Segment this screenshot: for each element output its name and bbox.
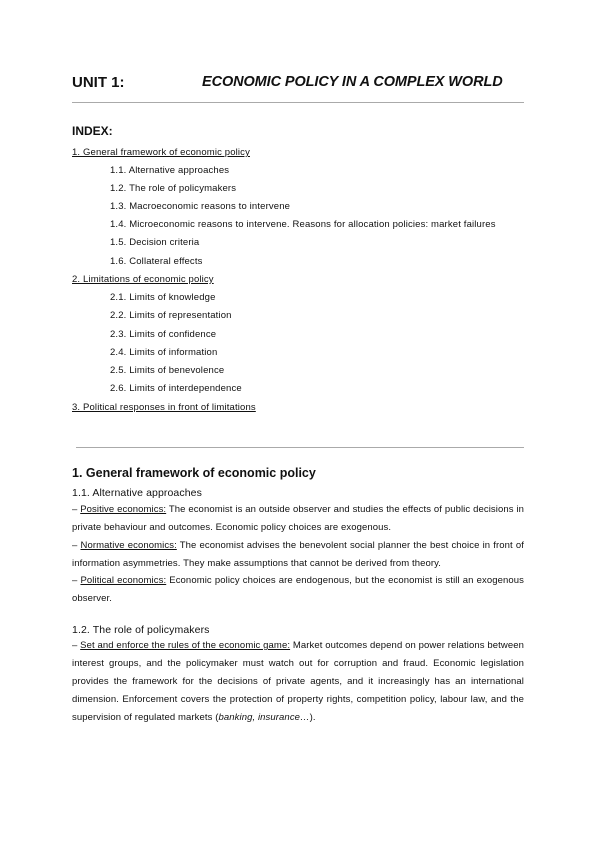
toc-entry-2: 2. Limitations of economic policy xyxy=(72,274,214,285)
text-regulated-markets-examples: banking, insurance… xyxy=(218,712,310,723)
toc-entry-2-5: 2.5. Limits of benevolence xyxy=(110,365,225,376)
unit-label: UNIT 1: xyxy=(72,74,125,91)
toc-entry-1-3: 1.3. Macroeconomic reasons to intervene xyxy=(110,201,291,212)
toc-entry-1-5: 1.5. Decision criteria xyxy=(110,237,200,248)
unit-title: ECONOMIC POLICY IN A COMPLEX WORLD xyxy=(202,74,503,90)
toc-entry-1-6: 1.6. Collateral effects xyxy=(110,256,203,267)
paragraph-rules-of-game xyxy=(72,637,524,727)
divider-middle xyxy=(76,447,524,448)
dash: – xyxy=(72,640,81,651)
toc-entry-2-6: 2.6. Limits of interdependence xyxy=(110,383,242,394)
toc-entry-1-1: 1.1. Alternative approaches xyxy=(110,165,230,176)
page-header xyxy=(72,74,532,94)
toc-entry-2-3: 2.3. Limits of confidence xyxy=(110,329,217,340)
term-positive-economics: Positive economics: xyxy=(80,504,167,515)
dash: – xyxy=(72,504,81,515)
toc-entry-1-4: 1.4. Microeconomic reasons to intervene. Reasons for allocation policies: market failures xyxy=(110,219,496,230)
text-normative-economics: The economist advises the benevolent social planner the best choice in front of information asymmetries. They make assumptions that cannot be derived from theory. xyxy=(72,540,525,569)
text-closing: ). xyxy=(309,712,316,723)
toc-entry-3: 3. Political responses in front of limitations xyxy=(72,402,256,413)
index-heading: INDEX: xyxy=(72,124,113,138)
text-positive-economics: The economist is an outside observer and studies the effects of public decisions in private behaviour and outcomes. Economic policy choices are exogenous. xyxy=(72,504,524,533)
subsection-heading-1-2: 1.2. The role of policymakers xyxy=(72,624,210,636)
toc-entry-1: 1. General framework of economic policy xyxy=(72,147,250,158)
section-heading: 1. General framework of economic policy xyxy=(72,466,316,480)
paragraph-political-economics xyxy=(72,572,524,608)
term-political-economics: Political economics: xyxy=(80,575,167,586)
toc-entry-1-2: 1.2. The role of policymakers xyxy=(110,183,237,194)
toc-entry-2-2: 2.2. Limits of representation xyxy=(110,310,232,321)
toc-entry-2-1: 2.1. Limits of knowledge xyxy=(110,292,216,303)
divider-top xyxy=(72,102,524,103)
subsection-heading-1-1: 1.1. Alternative approaches xyxy=(72,487,202,499)
text-rules-of-game: Market outcomes depend on power relations between interest groups, and the policymaker must watch out for corruption and fraud. Economic legislation provides the framework for the decisions of private agents, and it increasingly has an international dimension. Enforcement covers the protection of property rights, competition policy, labour law, and the supervision of regulated markets ( xyxy=(72,640,525,723)
dash: – xyxy=(72,575,81,586)
paragraph-positive-economics xyxy=(72,501,524,537)
dash: – xyxy=(72,540,81,551)
paragraph-normative-economics xyxy=(72,537,524,573)
toc-entry-2-4: 2.4. Limits of information xyxy=(110,347,218,358)
text-political-economics: Economic policy choices are endogenous, but the economist is still an exogenous observer. xyxy=(72,575,524,604)
term-normative-economics: Normative economics: xyxy=(80,540,177,551)
term-rules-of-game: Set and enforce the rules of the economic game: xyxy=(80,640,291,651)
